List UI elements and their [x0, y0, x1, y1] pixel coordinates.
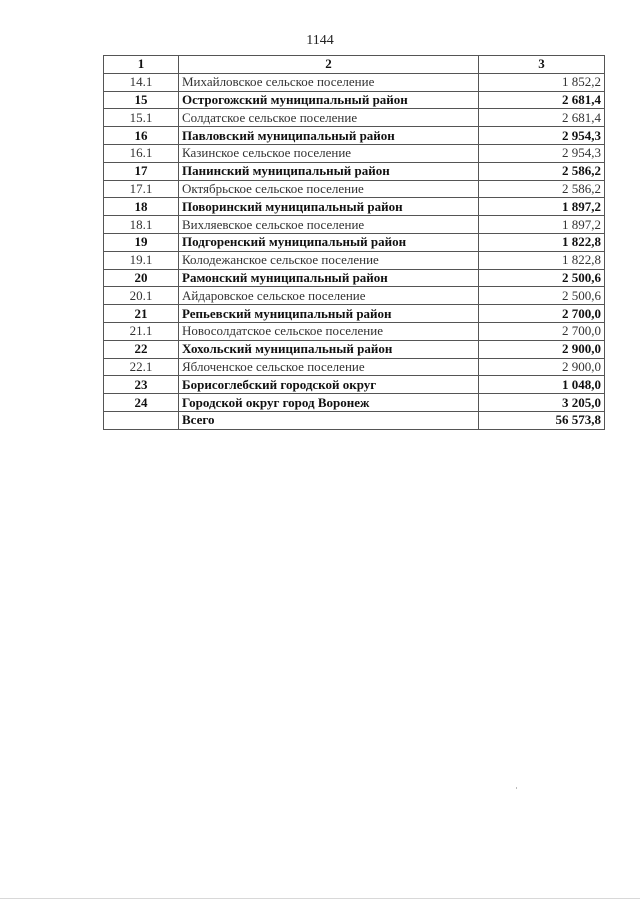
- row-number: 16: [104, 127, 179, 145]
- table-row: [104, 305, 605, 323]
- row-name: Репьевский муниципальный район: [179, 305, 479, 323]
- header-col-2: 2: [179, 56, 479, 74]
- table-row: [104, 127, 605, 145]
- row-number: 19.1: [104, 251, 179, 269]
- row-number: [104, 411, 179, 429]
- row-name: Борисоглебский городской округ: [179, 376, 479, 394]
- row-number: 15: [104, 91, 179, 109]
- row-amount: 2 700,0: [479, 305, 605, 323]
- page-bottom-edge: [0, 898, 640, 899]
- total-row: [104, 411, 605, 429]
- row-amount: 2 586,2: [479, 180, 605, 198]
- row-amount: 56 573,8: [479, 411, 605, 429]
- allocation-table: [103, 55, 605, 430]
- row-number: 22: [104, 340, 179, 358]
- table-header-row: [104, 56, 605, 74]
- row-amount: 1 822,8: [479, 251, 605, 269]
- row-name: Острогожский муниципальный район: [179, 91, 479, 109]
- row-amount: 2 900,0: [479, 358, 605, 376]
- table-row: [104, 216, 605, 234]
- row-name: Панинский муниципальный район: [179, 162, 479, 180]
- row-name: Рамонский муниципальный район: [179, 269, 479, 287]
- table-row: [104, 109, 605, 127]
- row-name: Павловский муниципальный район: [179, 127, 479, 145]
- table-body: [104, 73, 605, 429]
- table-row: [104, 144, 605, 162]
- table-row: [104, 269, 605, 287]
- row-name: Вихляевское сельское поселение: [179, 216, 479, 234]
- row-number: 15.1: [104, 109, 179, 127]
- row-number: 20: [104, 269, 179, 287]
- header-col-3: 3: [479, 56, 605, 74]
- row-number: 18.1: [104, 216, 179, 234]
- row-name: Городской округ город Воронеж: [179, 394, 479, 412]
- row-amount: 1 048,0: [479, 376, 605, 394]
- row-name: Хохольский муниципальный район: [179, 340, 479, 358]
- table-row: [104, 73, 605, 91]
- scan-speck: [516, 787, 517, 789]
- row-number: 17.1: [104, 180, 179, 198]
- row-number: 24: [104, 394, 179, 412]
- row-amount: 2 500,6: [479, 287, 605, 305]
- row-number: 23: [104, 376, 179, 394]
- row-name: Михайловское сельское поселение: [179, 73, 479, 91]
- table-row: [104, 394, 605, 412]
- row-amount: 3 205,0: [479, 394, 605, 412]
- row-amount: 1 897,2: [479, 216, 605, 234]
- row-amount: 1 822,8: [479, 233, 605, 251]
- row-amount: 2 681,4: [479, 91, 605, 109]
- row-number: 22.1: [104, 358, 179, 376]
- row-name: Солдатское сельское поселение: [179, 109, 479, 127]
- row-number: 20.1: [104, 287, 179, 305]
- row-amount: 2 700,0: [479, 322, 605, 340]
- table-row: [104, 198, 605, 216]
- row-name: Всего: [179, 411, 479, 429]
- row-amount: 1 897,2: [479, 198, 605, 216]
- row-name: Новосолдатское сельское поселение: [179, 322, 479, 340]
- row-amount: 2 681,4: [479, 109, 605, 127]
- row-name: Подгоренский муниципальный район: [179, 233, 479, 251]
- row-amount: 2 586,2: [479, 162, 605, 180]
- row-name: Колодежанское сельское поселение: [179, 251, 479, 269]
- table-row: [104, 322, 605, 340]
- row-name: Поворинский муниципальный район: [179, 198, 479, 216]
- row-amount: 1 852,2: [479, 73, 605, 91]
- table-row: [104, 251, 605, 269]
- row-number: 18: [104, 198, 179, 216]
- row-number: 21: [104, 305, 179, 323]
- row-number: 16.1: [104, 144, 179, 162]
- table-row: [104, 376, 605, 394]
- row-name: Октябрьское сельское поселение: [179, 180, 479, 198]
- header-col-1: 1: [104, 56, 179, 74]
- row-number: 14.1: [104, 73, 179, 91]
- row-number: 21.1: [104, 322, 179, 340]
- table-row: [104, 340, 605, 358]
- table-row: [104, 91, 605, 109]
- table-row: [104, 180, 605, 198]
- row-number: 17: [104, 162, 179, 180]
- row-amount: 2 954,3: [479, 127, 605, 145]
- table-row: [104, 233, 605, 251]
- page-number: 1144: [306, 33, 334, 48]
- table-row: [104, 358, 605, 376]
- table-row: [104, 162, 605, 180]
- row-amount: 2 954,3: [479, 144, 605, 162]
- row-amount: 2 900,0: [479, 340, 605, 358]
- row-number: 19: [104, 233, 179, 251]
- table-row: [104, 287, 605, 305]
- row-name: Казинское сельское поселение: [179, 144, 479, 162]
- row-name: Айдаровское сельское поселение: [179, 287, 479, 305]
- row-amount: 2 500,6: [479, 269, 605, 287]
- row-name: Яблоченское сельское поселение: [179, 358, 479, 376]
